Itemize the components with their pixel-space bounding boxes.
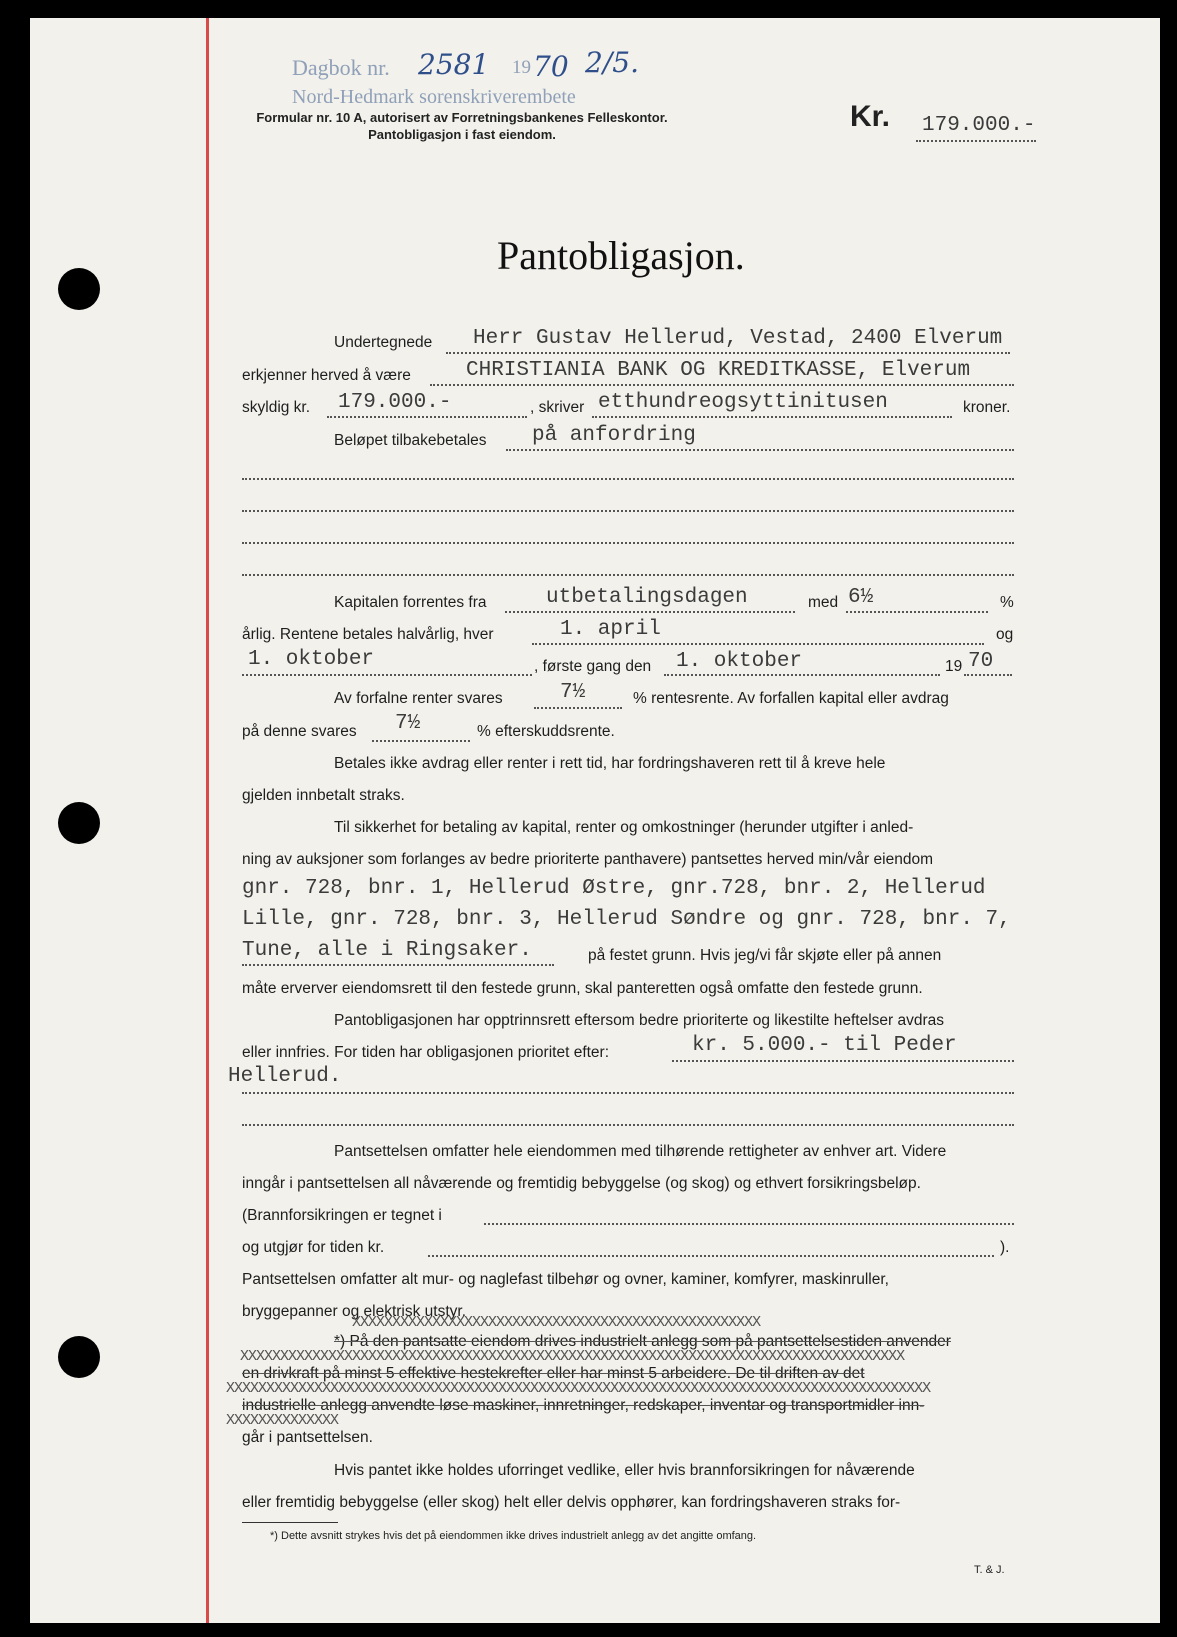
form-line-2: Pantobligasjon i fast eiendom. [368, 127, 556, 142]
prioritet-value: Hellerud. [228, 1065, 342, 1088]
forrentes-label: Kapitalen forrentes fra [334, 594, 487, 611]
dotted-line [242, 510, 1014, 512]
strikeout-x-line: XXXXXXXXXXXXXXXXXXXXXXXXXXXXXXXXXXXXXXXXXXXXXXXXXXXXXXXXXXXXXXXXXXXXXXXXXXXXXXXXXXXXXXXX [226, 1380, 931, 1397]
dotted-line [964, 674, 1012, 676]
paragraph-line: ning av auksjoner som forlanges av bedre prioriterte panthavere) pantsettes herved min/vår eiendom [242, 851, 933, 868]
dagbok-label: Dagbok nr. [292, 55, 390, 80]
property-line: Lille, gnr. 728, bnr. 3, Hellerud Søndre og gnr. 728, bnr. 7, [242, 908, 1011, 931]
dagbok-date: 2/5. [585, 46, 639, 79]
year-printed: 19 [945, 658, 963, 675]
punch-hole [58, 802, 100, 844]
paragraph-line: eller fremtidig bebyggelse (eller skog) helt eller delvis opphører, kan fordringshaveren straks for- [242, 1494, 901, 1511]
paragraph-line: ). [1000, 1239, 1010, 1256]
forste-value: 1. oktober [676, 650, 803, 673]
dotted-line [242, 478, 1014, 480]
paragraph-line: Pantsettelsen omfatter hele eiendommen med tilhørende rettigheter av enhver art. Videre [334, 1143, 947, 1160]
footnote-rule [242, 1522, 338, 1523]
rentesrente-label: % rentesrente. Av forfallen kapital eller avdrag [633, 690, 949, 707]
struck-paragraph-line: en drivkraft på minst 5 effektive hestekrefter eller har minst 5 arbeidere. De til driften av det [242, 1365, 865, 1382]
erkjenner-label: erkjenner herved å være [242, 367, 411, 384]
punch-hole [58, 1336, 100, 1378]
dotted-line [430, 384, 1014, 386]
skyldig-value: 179.000.- [338, 391, 452, 414]
paragraph-line: Betales ikke avdrag eller renter i rett tid, har fordringshaveren rett til å kreve hele [334, 755, 886, 772]
paragraph-line: Pantsettelsen omfatter alt mur- og naglefast tilbehør og ovner, kaminer, komfyrer, maskinruller, [242, 1271, 889, 1288]
dotted-line [506, 449, 1014, 451]
dotted-line [505, 611, 795, 613]
kr-label: Kr. [850, 100, 891, 133]
dotted-line [672, 1060, 1014, 1062]
dotted-line [242, 1092, 1014, 1094]
office-stamp: Nord-Hedmark sorenskriverembete [292, 86, 576, 108]
strikeout-x-line: XXXXXXXXXXXXXXXXXXXXXXXXXXXXXXXXXXXXXXXXXXXXXXXXXXX [352, 1314, 761, 1331]
skriver-value: etthundreogsyttinitusen [598, 391, 888, 414]
punch-hole [58, 268, 100, 310]
dotted-line [484, 1223, 1014, 1225]
forfalne-label: Av forfalne renter svares [334, 690, 503, 707]
paragraph-line: Hvis pantet ikke holdes uforringet vedlike, eller hvis brannforsikringen for nåværende [334, 1462, 915, 1479]
og-label: og [996, 626, 1014, 643]
document-title: Pantobligasjon. [497, 233, 745, 278]
struck-paragraph-line: industrielle anlegg anvendte løse maskiner, innretninger, redskaper, inventar og transportmidler inn- [242, 1397, 925, 1414]
dotted-line [592, 416, 952, 418]
form-line-1: Formular nr. 10 A, autorisert av Forretningsbankenes Felleskontor. [256, 110, 668, 125]
dotted-line [242, 964, 554, 966]
arlig-label: årlig. Rentene betales halvårlig, hver [242, 626, 494, 643]
dotted-line [916, 140, 1036, 142]
dagbok-year-hand: 70 [533, 50, 569, 83]
paragraph-line: Til sikkerhet for betaling av kapital, renter og omkostninger (herunder utgifter i anled- [334, 819, 914, 836]
percent-sign: % [1000, 594, 1014, 611]
dotted-line [428, 1255, 994, 1257]
paragraph-line: (Brannforsikringen er tegnet i [242, 1207, 442, 1224]
second-date: 1. oktober [248, 648, 375, 671]
dotted-line [534, 707, 622, 709]
dagbok-year-printed: 19 [512, 57, 531, 78]
undertegnede-value: Herr Gustav Hellerud, Vestad, 2400 Elverum [473, 327, 1003, 350]
paragraph-line: Pantobligasjonen har opptrinnsrett eftersom bedre prioriterte og likestilte heftelser avdras [334, 1012, 944, 1029]
dotted-line [242, 674, 532, 676]
strikeout-x-line: XXXXXXXXXXXXXXXXXXXXXXXXXXXXXXXXXXXXXXXXXXXXXXXXXXXXXXXXXXXXXXXXXXXXXXXXXXXXXXXXXXX [240, 1348, 905, 1365]
forrentes-value: utbetalingsdagen [546, 586, 748, 609]
footnote: *) Dette avsnitt strykes hvis det på eiendommen ikke drives industrielt anlegg av det angitte omfang. [270, 1530, 757, 1542]
paragraph-line: bryggepanner og elektrisk utstyr. [242, 1303, 467, 1320]
pa-denne-value: 7½ [395, 712, 421, 735]
tilbake-value: på anfordring [532, 424, 696, 447]
struck-paragraph-line: *) På den pantsatte eiendom drives industrielt anlegg som på pantsettelsestiden anvender [334, 1333, 951, 1350]
year-value: 70 [968, 650, 994, 673]
first-date: 1. april [560, 618, 661, 641]
med-label: med [808, 594, 839, 611]
paragraph-line: eller innfries. For tiden har obligasjonen prioritet efter: [242, 1044, 610, 1061]
paragraph-line: går i pantsettelsen. [242, 1429, 373, 1446]
skyldig-label: skyldig kr. [242, 399, 311, 416]
kr-amount: 179.000.- [922, 114, 1036, 137]
erkjenner-value: CHRISTIANIA BANK OG KREDITKASSE, Elverum [466, 359, 971, 382]
dotted-line [242, 542, 1014, 544]
dotted-line [327, 416, 527, 418]
paragraph-line: på festet grunn. Hvis jeg/vi får skjøte eller på annen [588, 947, 942, 964]
skriver-label: , skriver [530, 399, 585, 416]
efterskudd-label: % efterskuddsrente. [477, 723, 615, 740]
undertegnede-label: Undertegnede [334, 334, 433, 351]
kroner-label: kroner. [963, 399, 1011, 416]
forste-label: , første gang den [534, 658, 652, 675]
paragraph-line: gjelden innbetalt straks. [242, 787, 405, 804]
prioritet-value: kr. 5.000.- til Peder [692, 1034, 957, 1057]
dotted-line [532, 643, 984, 645]
paragraph-line: og utgjør for tiden kr. [242, 1239, 385, 1256]
dotted-line [242, 574, 1014, 576]
dotted-line [664, 674, 940, 676]
pa-denne-label: på denne svares [242, 723, 357, 740]
forfalne-value: 7½ [560, 681, 586, 704]
property-line: Tune, alle i Ringsaker. [242, 939, 532, 962]
printer-mark: T. & J. [974, 1564, 1005, 1576]
tilbake-label: Beløpet tilbakebetales [334, 432, 487, 449]
dagbok-number: 2581 [418, 48, 490, 81]
dotted-line [242, 1124, 1014, 1126]
dotted-line [846, 611, 988, 613]
red-margin-line [206, 18, 209, 1623]
paragraph-line: måte erverver eiendomsrett til den festede grunn, skal panteretten også omfatte den festede grunn. [242, 980, 923, 997]
property-line: gnr. 728, bnr. 1, Hellerud Østre, gnr.728, bnr. 2, Hellerud [242, 877, 986, 900]
dotted-line [446, 352, 1010, 354]
rate-value: 6½ [848, 586, 874, 609]
paragraph-line: inngår i pantsettelsen all nåværende og fremtidig bebyggelse (og skog) og ethvert forsikringsbeløp. [242, 1175, 921, 1192]
strikeout-x-line: XXXXXXXXXXXXXX [226, 1412, 339, 1429]
dotted-line [372, 740, 470, 742]
